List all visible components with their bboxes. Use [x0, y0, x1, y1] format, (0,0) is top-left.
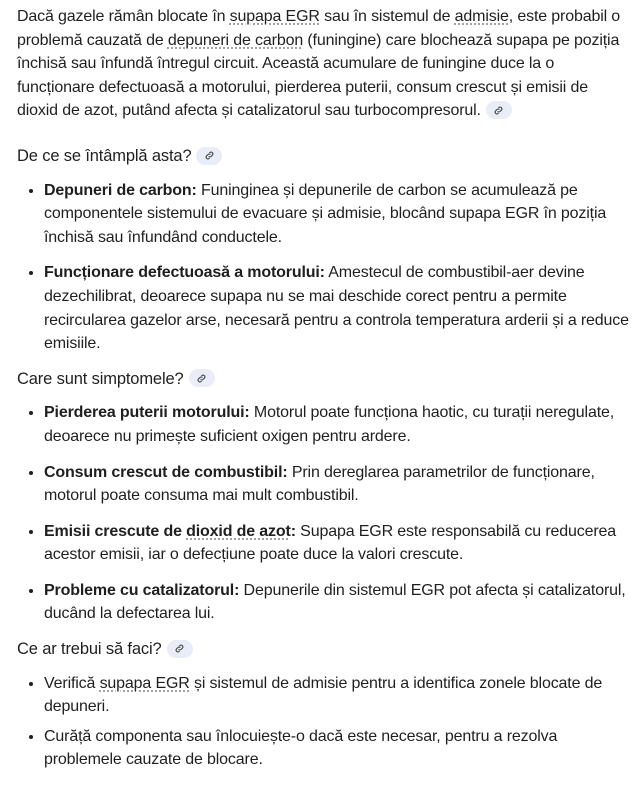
- list-item: [44, 520, 632, 567]
- item-text: Supapa EGR este responsabilă cu reducerea acestor emisii, iar o defecțiune poate duce la valori crescute.: [44, 522, 617, 564]
- source-link-button[interactable]: [167, 640, 193, 658]
- term-link[interactable]: supapa EGR: [229, 8, 320, 25]
- term-link[interactable]: supapa EGR: [99, 674, 190, 692]
- item-title: Depuneri de carbon:: [44, 181, 197, 199]
- list-item: [44, 261, 632, 355]
- item-title: [44, 523, 296, 540]
- text: Emisii crescute de: [44, 522, 187, 540]
- list-item: [44, 672, 632, 719]
- section-heading: [17, 368, 632, 392]
- list-item: [44, 401, 632, 448]
- section-heading: [17, 145, 632, 169]
- source-link-button[interactable]: [486, 101, 512, 119]
- item-text: Funinginea și depunerile de carbon se acumulează pe componentele sistemului de evacuare și admisie, blocând supapa EGR în poziția închisă sau înfundând conductele.: [44, 181, 607, 246]
- section-heading: [17, 638, 632, 662]
- item-text: Motorul poate funcționa haotic, cu turații neregulate, deoarece nu primește suficient oxigen pentru ardere.: [44, 404, 615, 445]
- bullet-list: [17, 401, 632, 626]
- text: :: [290, 522, 296, 540]
- item-text: Prin dereglarea parametrilor de funcționare, motorul poate consuma mai mult combustibil.: [44, 463, 595, 505]
- link-icon: [204, 150, 215, 161]
- item-text: Curăță componenta sau înlocuiește-o dacă este necesar, pentru a rezolva problemele cauzate de blocare.: [44, 727, 558, 769]
- text: sau în sistemul de: [319, 8, 455, 25]
- text: Verifică: [44, 674, 100, 692]
- item-title: Funcționare defectuoasă a motorului:: [44, 264, 325, 282]
- list-item: [44, 579, 632, 626]
- item-title: Probleme cu catalizatorul:: [44, 581, 240, 599]
- source-link-button[interactable]: [196, 147, 222, 165]
- item-title: Consum crescut de combustibil:: [44, 463, 288, 481]
- heading-text: De ce se întâmplă asta?: [17, 146, 192, 165]
- text: , este probabil o problemă cauzată de: [17, 8, 621, 49]
- text: Dacă gazele rămân blocate în: [17, 8, 230, 25]
- text: (funingine) care blochează supapa pe poziția închisă sau înfundă întregul circuit. Această acumulare de funingine duce la o funcționare defectuoasă a motorului, pierderea puterii, consum crescut și emisii de dioxid de azot, putând afecta și catalizatorul sau turbocompresorul.: [17, 31, 620, 120]
- term-link[interactable]: admisie: [454, 8, 509, 25]
- item-text: Depunerile din sistemul EGR pot afecta și catalizatorul, ducând la defectarea lui.: [44, 581, 626, 623]
- intro-paragraph: [17, 5, 632, 123]
- link-icon: [174, 643, 185, 654]
- link-icon: [493, 105, 504, 116]
- bullet-list: [17, 672, 632, 772]
- bullet-list: [17, 179, 632, 356]
- list-item: [44, 461, 632, 508]
- list-item: [44, 725, 632, 772]
- link-icon: [196, 373, 207, 384]
- text: și sistemul de admisie pentru a identifica zonele blocate de depuneri.: [44, 674, 603, 716]
- term-link[interactable]: depuneri de carbon: [167, 31, 304, 49]
- source-link-button[interactable]: [189, 369, 215, 387]
- heading-text: Ce ar trebui să faci?: [17, 640, 162, 659]
- item-title: Pierderea puterii motorului:: [44, 404, 250, 422]
- term-link[interactable]: dioxid de azot: [186, 522, 291, 540]
- item-text: Amestecul de combustibil-aer devine dezechilibrat, deoarece supapa nu se mai deschide corect pentru a permite recircularea gazelor arse, necesară pentru a controla temperatura arderii și a reduce emisiile.: [44, 264, 629, 353]
- heading-text: Care sunt simptomele?: [17, 369, 184, 388]
- list-item: [44, 179, 632, 250]
